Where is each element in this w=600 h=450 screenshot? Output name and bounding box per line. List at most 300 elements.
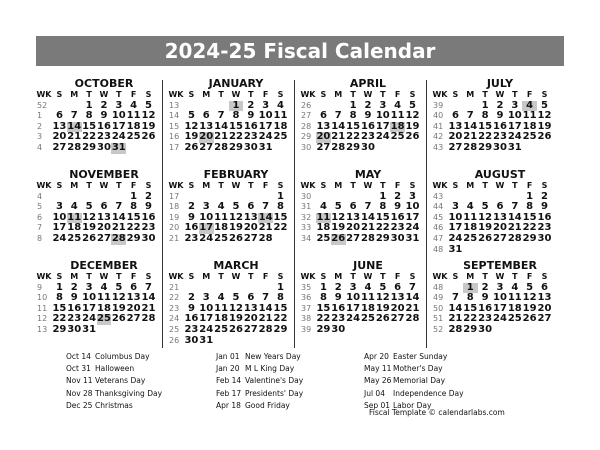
weekday-header: T bbox=[512, 272, 518, 281]
week-header: WK bbox=[36, 181, 52, 190]
day-cell: 9 bbox=[364, 110, 372, 122]
week-number: 8 bbox=[37, 233, 43, 243]
day-cell: 15 bbox=[126, 211, 141, 223]
weekday-header: S bbox=[409, 90, 416, 99]
empty-day-cell bbox=[537, 143, 552, 154]
weekday-header: W bbox=[363, 181, 373, 190]
week-number: 50 bbox=[433, 303, 444, 313]
day-cell: 26 bbox=[478, 232, 493, 244]
day-cell: 10 bbox=[507, 110, 522, 122]
month-day-grid bbox=[168, 272, 288, 346]
empty-day-cell bbox=[126, 143, 141, 154]
holiday-date: Nov 28 bbox=[66, 388, 93, 398]
day-cell: 13 bbox=[126, 292, 141, 304]
day-cell: 26 bbox=[331, 232, 346, 244]
day-cell: 25 bbox=[214, 232, 229, 244]
day-cell: 5 bbox=[541, 99, 548, 111]
empty-day-cell bbox=[141, 143, 156, 154]
day-cell: 18 bbox=[522, 120, 537, 132]
day-cell: 24 bbox=[448, 232, 463, 244]
day-cell: 16 bbox=[243, 120, 258, 132]
day-cell: 10 bbox=[405, 201, 420, 213]
day-cell: 10 bbox=[375, 110, 390, 122]
day-cell: 20 bbox=[448, 131, 463, 143]
month-day-grid bbox=[432, 90, 552, 154]
week-header: WK bbox=[168, 181, 184, 190]
day-cell: 22 bbox=[52, 313, 67, 325]
holiday-column bbox=[364, 351, 464, 412]
month-day-grid bbox=[36, 181, 156, 245]
day-cell: 21 bbox=[214, 131, 229, 143]
day-cell: 21 bbox=[507, 222, 522, 234]
day-cell: 2 bbox=[145, 190, 152, 202]
day-cell: 4 bbox=[511, 281, 519, 293]
day-cell: 2 bbox=[394, 190, 402, 202]
day-cell: 13 bbox=[390, 292, 405, 304]
week-number: 5 bbox=[37, 202, 43, 212]
day-cell: 23 bbox=[492, 131, 507, 143]
day-cell: 21 bbox=[405, 302, 420, 314]
day-cell: 27 bbox=[96, 232, 111, 244]
weekday-header: M bbox=[466, 181, 475, 190]
day-cell: 24 bbox=[507, 131, 522, 143]
week-number: 21 bbox=[169, 233, 180, 243]
day-cell: 5 bbox=[232, 292, 240, 304]
holiday-name: Columbus Day bbox=[95, 352, 150, 361]
day-cell: 22 bbox=[228, 131, 243, 143]
day-cell: 5 bbox=[481, 201, 489, 213]
day-cell: 28 bbox=[214, 141, 229, 153]
day-cell: 3 bbox=[115, 99, 123, 111]
day-cell: 18 bbox=[463, 222, 478, 234]
week-number: 20 bbox=[169, 223, 180, 233]
month-december bbox=[36, 260, 156, 350]
week-number: 10 bbox=[37, 293, 48, 303]
week-header: WK bbox=[168, 90, 184, 99]
week-header: WK bbox=[432, 90, 448, 99]
day-cell: 14 bbox=[258, 302, 273, 314]
holiday-date: Oct 31 bbox=[66, 364, 91, 374]
month-name: JUNE bbox=[353, 259, 383, 272]
day-cell: 17 bbox=[405, 211, 420, 223]
day-cell: 13 bbox=[52, 120, 67, 132]
day-cell: 12 bbox=[478, 211, 493, 223]
holiday-entry bbox=[216, 351, 303, 363]
day-cell: 27 bbox=[243, 323, 258, 335]
month-day-grid bbox=[36, 90, 156, 154]
day-cell: 23 bbox=[141, 222, 156, 234]
day-cell: 1 bbox=[277, 190, 284, 202]
day-cell: 4 bbox=[100, 281, 108, 293]
day-cell: 27 bbox=[390, 313, 405, 325]
day-cell: 25 bbox=[67, 232, 82, 244]
week-header: WK bbox=[36, 90, 52, 99]
weekday-header: T bbox=[248, 181, 254, 190]
day-cell: 15 bbox=[228, 120, 243, 132]
day-cell: 31 bbox=[258, 141, 273, 153]
day-cell: 20 bbox=[52, 131, 67, 143]
day-cell: 10 bbox=[492, 292, 507, 304]
week-number: 39 bbox=[301, 324, 312, 334]
day-cell: 14 bbox=[258, 211, 273, 223]
day-cell: 1 bbox=[319, 281, 327, 293]
weekday-header: S bbox=[188, 90, 195, 99]
day-cell: 11 bbox=[522, 110, 537, 122]
week-number: 51 bbox=[433, 314, 444, 324]
day-cell: 16 bbox=[360, 120, 375, 132]
weekday-header: S bbox=[277, 181, 284, 190]
day-cell: 31 bbox=[199, 334, 214, 346]
day-cell: 4 bbox=[130, 99, 138, 111]
holiday-column bbox=[66, 351, 162, 412]
day-cell: 12 bbox=[228, 302, 243, 314]
day-cell: 3 bbox=[262, 99, 270, 111]
weekday-header: F bbox=[130, 90, 137, 99]
day-cell: 17 bbox=[448, 222, 463, 234]
weekday-header: S bbox=[320, 181, 327, 190]
day-cell: 17 bbox=[258, 120, 273, 132]
day-cell: 20 bbox=[537, 302, 552, 314]
week-number: 34 bbox=[301, 233, 312, 243]
week-number: 21 bbox=[169, 282, 180, 292]
day-cell: 20 bbox=[199, 131, 214, 143]
day-cell: 19 bbox=[141, 120, 156, 132]
empty-day-cell bbox=[141, 325, 156, 336]
day-cell: 12 bbox=[522, 292, 537, 304]
week-number: 17 bbox=[169, 191, 180, 201]
day-cell: 18 bbox=[96, 302, 111, 314]
holiday-entry bbox=[364, 363, 464, 375]
weekday-header: W bbox=[363, 90, 373, 99]
day-cell: 24 bbox=[199, 323, 214, 335]
week-header: WK bbox=[432, 181, 448, 190]
day-cell: 27 bbox=[492, 232, 507, 244]
day-cell: 23 bbox=[390, 222, 405, 234]
day-cell: 8 bbox=[319, 292, 327, 304]
weekday-header: S bbox=[409, 272, 416, 281]
day-cell: 25 bbox=[463, 232, 478, 244]
day-cell: 7 bbox=[409, 281, 416, 293]
day-cell: 29 bbox=[346, 141, 361, 153]
day-cell: 31 bbox=[507, 141, 522, 153]
column-divider bbox=[426, 80, 427, 348]
day-cell: 25 bbox=[522, 131, 537, 143]
day-cell: 27 bbox=[346, 232, 361, 244]
week-number: 4 bbox=[37, 142, 43, 152]
day-cell: 26 bbox=[522, 313, 537, 325]
day-cell: 31 bbox=[82, 323, 97, 335]
day-cell: 12 bbox=[184, 120, 199, 132]
day-cell: 25 bbox=[126, 131, 141, 143]
empty-day-cell bbox=[390, 143, 405, 154]
day-cell: 3 bbox=[451, 201, 459, 213]
day-cell: 7 bbox=[262, 201, 270, 213]
day-cell: 11 bbox=[96, 292, 111, 304]
day-cell: 28 bbox=[360, 232, 375, 244]
day-cell: 24 bbox=[492, 313, 507, 325]
day-cell: 24 bbox=[346, 313, 361, 325]
empty-day-cell bbox=[273, 336, 288, 347]
month-day-grid bbox=[36, 272, 156, 336]
day-cell: 9 bbox=[187, 302, 195, 314]
holiday-entry bbox=[216, 375, 303, 387]
day-cell: 17 bbox=[111, 120, 126, 132]
empty-day-cell bbox=[522, 245, 537, 256]
day-cell: 24 bbox=[258, 131, 273, 143]
day-cell: 9 bbox=[541, 201, 548, 213]
day-cell: 11 bbox=[214, 302, 229, 314]
day-cell: 22 bbox=[316, 313, 331, 325]
day-cell: 23 bbox=[184, 323, 199, 335]
day-cell: 15 bbox=[273, 211, 288, 223]
day-cell: 9 bbox=[187, 211, 195, 223]
holiday-date: Jan 01 bbox=[216, 352, 240, 361]
day-cell: 2 bbox=[496, 99, 504, 111]
holiday-entry bbox=[66, 351, 162, 363]
week-number: 46 bbox=[433, 223, 444, 233]
day-cell: 13 bbox=[448, 120, 463, 132]
day-cell: 2 bbox=[364, 99, 372, 111]
weekday-header: T bbox=[350, 181, 356, 190]
day-cell: 2 bbox=[541, 190, 548, 202]
day-cell: 5 bbox=[232, 201, 240, 213]
day-cell: 21 bbox=[463, 131, 478, 143]
day-cell: 29 bbox=[52, 323, 67, 335]
day-cell: 18 bbox=[360, 302, 375, 314]
day-cell: 28 bbox=[111, 232, 126, 244]
day-cell: 7 bbox=[364, 201, 372, 213]
day-cell: 11 bbox=[273, 110, 288, 122]
empty-day-cell bbox=[258, 336, 273, 347]
weekday-header: F bbox=[394, 181, 401, 190]
day-cell: 16 bbox=[184, 222, 199, 234]
weekday-header: F bbox=[262, 181, 269, 190]
day-cell: 28 bbox=[331, 141, 346, 153]
day-cell: 17 bbox=[52, 222, 67, 234]
day-cell: 21 bbox=[111, 222, 126, 234]
weekday-header: W bbox=[231, 272, 241, 281]
weekday-header: S bbox=[320, 90, 327, 99]
day-cell: 26 bbox=[184, 141, 199, 153]
day-cell: 15 bbox=[273, 302, 288, 314]
holiday-date: Sep 01 bbox=[364, 400, 391, 410]
day-cell: 4 bbox=[522, 101, 537, 112]
day-cell: 1 bbox=[526, 190, 534, 202]
day-cell: 17 bbox=[375, 120, 390, 132]
day-cell: 3 bbox=[511, 99, 519, 111]
day-cell: 20 bbox=[126, 302, 141, 314]
day-cell: 4 bbox=[277, 99, 284, 111]
empty-day-cell bbox=[390, 325, 405, 336]
week-number: 19 bbox=[169, 212, 180, 222]
month-june bbox=[300, 260, 420, 350]
holiday-name: Thanksgiving Day bbox=[95, 388, 163, 398]
week-number: 36 bbox=[301, 293, 312, 303]
day-cell: 8 bbox=[379, 201, 387, 213]
week-number: 42 bbox=[433, 132, 444, 142]
weekday-header: T bbox=[86, 90, 92, 99]
week-number: 35 bbox=[301, 282, 312, 292]
month-march bbox=[168, 260, 288, 350]
weekday-header: M bbox=[334, 272, 343, 281]
weekday-header: W bbox=[495, 90, 505, 99]
day-cell: 13 bbox=[537, 292, 552, 304]
month-september bbox=[432, 260, 552, 350]
day-cell: 30 bbox=[478, 323, 493, 335]
day-cell: 21 bbox=[67, 131, 82, 143]
day-cell: 12 bbox=[228, 211, 243, 223]
day-cell: 20 bbox=[243, 222, 258, 234]
day-cell: 12 bbox=[331, 211, 346, 223]
day-cell: 17 bbox=[507, 120, 522, 132]
holiday-name: Good Friday bbox=[245, 400, 290, 410]
day-cell: 27 bbox=[243, 232, 258, 244]
day-cell: 14 bbox=[111, 211, 126, 223]
day-cell: 29 bbox=[478, 141, 493, 153]
day-cell: 23 bbox=[96, 131, 111, 143]
week-number: 44 bbox=[433, 202, 444, 212]
holiday-name: Memorial Day bbox=[393, 376, 446, 386]
week-header: WK bbox=[300, 181, 316, 190]
holiday-name: Mother's Day bbox=[393, 364, 443, 374]
day-cell: 24 bbox=[375, 131, 390, 143]
weekday-header: T bbox=[218, 272, 224, 281]
day-cell: 20 bbox=[243, 313, 258, 325]
day-cell: 13 bbox=[96, 211, 111, 223]
day-cell: 3 bbox=[349, 281, 357, 293]
week-number: 32 bbox=[301, 212, 312, 222]
day-cell: 22 bbox=[273, 222, 288, 234]
day-cell: 20 bbox=[346, 222, 361, 234]
holiday-name: Easter Sunday bbox=[393, 352, 448, 361]
day-cell: 28 bbox=[141, 313, 156, 325]
day-cell: 5 bbox=[526, 281, 534, 293]
day-cell: 29 bbox=[375, 232, 390, 244]
day-cell: 2 bbox=[70, 281, 78, 293]
week-number: 1 bbox=[37, 111, 43, 121]
day-cell: 1 bbox=[55, 281, 63, 293]
day-cell: 30 bbox=[243, 141, 258, 153]
holiday-entry bbox=[364, 388, 464, 400]
weekday-header: S bbox=[409, 181, 416, 190]
day-cell: 28 bbox=[448, 323, 463, 335]
empty-day-cell bbox=[537, 325, 552, 336]
day-cell: 2 bbox=[187, 292, 195, 304]
week-number: 2 bbox=[37, 121, 43, 131]
week-number: 48 bbox=[433, 282, 444, 292]
day-cell: 27 bbox=[316, 141, 331, 153]
holiday-date: Apr 18 bbox=[216, 400, 241, 410]
day-cell: 9 bbox=[247, 110, 255, 122]
empty-day-cell bbox=[126, 325, 141, 336]
day-cell: 29 bbox=[522, 232, 537, 244]
day-cell: 27 bbox=[448, 141, 463, 153]
week-number: 18 bbox=[169, 202, 180, 212]
day-cell: 11 bbox=[360, 292, 375, 304]
weekday-header: W bbox=[99, 272, 109, 281]
holiday-entry bbox=[216, 400, 303, 412]
month-name: FEBRUARY bbox=[203, 168, 269, 181]
week-header: WK bbox=[432, 272, 448, 281]
day-cell: 23 bbox=[478, 313, 493, 325]
day-cell: 19 bbox=[331, 222, 346, 234]
week-number: 24 bbox=[169, 314, 180, 324]
day-cell: 18 bbox=[273, 120, 288, 132]
holiday-date: Nov 11 bbox=[66, 376, 93, 386]
day-cell: 9 bbox=[70, 292, 78, 304]
weekday-header: M bbox=[70, 272, 79, 281]
month-name: NOVEMBER bbox=[69, 168, 139, 181]
week-number: 15 bbox=[169, 121, 180, 131]
day-cell: 22 bbox=[478, 131, 493, 143]
day-cell: 21 bbox=[258, 313, 273, 325]
day-cell: 7 bbox=[334, 110, 342, 122]
day-cell: 6 bbox=[496, 201, 504, 213]
weekday-header: T bbox=[116, 272, 122, 281]
weekday-header: S bbox=[145, 272, 152, 281]
empty-day-cell bbox=[375, 325, 390, 336]
day-cell: 18 bbox=[507, 302, 522, 314]
day-cell: 22 bbox=[375, 222, 390, 234]
day-cell: 23 bbox=[537, 222, 552, 234]
weekday-header: T bbox=[350, 272, 356, 281]
day-cell: 24 bbox=[405, 222, 420, 234]
day-cell: 5 bbox=[187, 110, 195, 122]
day-cell: 30 bbox=[141, 232, 156, 244]
month-august bbox=[432, 169, 552, 259]
day-cell: 12 bbox=[141, 110, 156, 122]
month-july bbox=[432, 78, 552, 168]
day-cell: 8 bbox=[277, 292, 284, 304]
empty-day-cell bbox=[522, 143, 537, 154]
day-cell: 6 bbox=[349, 201, 357, 213]
weekday-header: W bbox=[99, 181, 109, 190]
day-cell: 14 bbox=[360, 211, 375, 223]
day-cell: 26 bbox=[111, 313, 126, 325]
weekday-header: S bbox=[452, 90, 459, 99]
week-number: 30 bbox=[301, 191, 312, 201]
day-cell: 4 bbox=[394, 99, 402, 111]
day-cell: 20 bbox=[492, 222, 507, 234]
day-cell: 15 bbox=[478, 120, 493, 132]
day-cell: 9 bbox=[334, 292, 342, 304]
weekday-header: T bbox=[116, 90, 122, 99]
holiday-entry bbox=[216, 388, 303, 400]
week-number: 38 bbox=[301, 314, 312, 324]
month-name: JULY bbox=[486, 77, 514, 90]
day-cell: 14 bbox=[331, 120, 346, 132]
week-number: 30 bbox=[301, 142, 312, 152]
day-cell: 10 bbox=[111, 110, 126, 122]
week-header: WK bbox=[300, 272, 316, 281]
weekday-header: S bbox=[145, 181, 152, 190]
week-number: 7 bbox=[37, 223, 43, 233]
week-number: 26 bbox=[301, 100, 312, 110]
day-cell: 11 bbox=[507, 292, 522, 304]
day-cell: 23 bbox=[360, 131, 375, 143]
empty-day-cell bbox=[375, 143, 390, 154]
day-cell: 19 bbox=[478, 222, 493, 234]
day-cell: 5 bbox=[334, 201, 342, 213]
day-cell: 3 bbox=[202, 292, 210, 304]
day-cell: 3 bbox=[85, 281, 93, 293]
day-cell: 25 bbox=[507, 313, 522, 325]
empty-day-cell bbox=[507, 325, 522, 336]
month-name: JANUARY bbox=[208, 77, 264, 90]
week-number: 22 bbox=[169, 293, 180, 303]
day-cell: 21 bbox=[360, 222, 375, 234]
day-cell: 10 bbox=[258, 110, 273, 122]
